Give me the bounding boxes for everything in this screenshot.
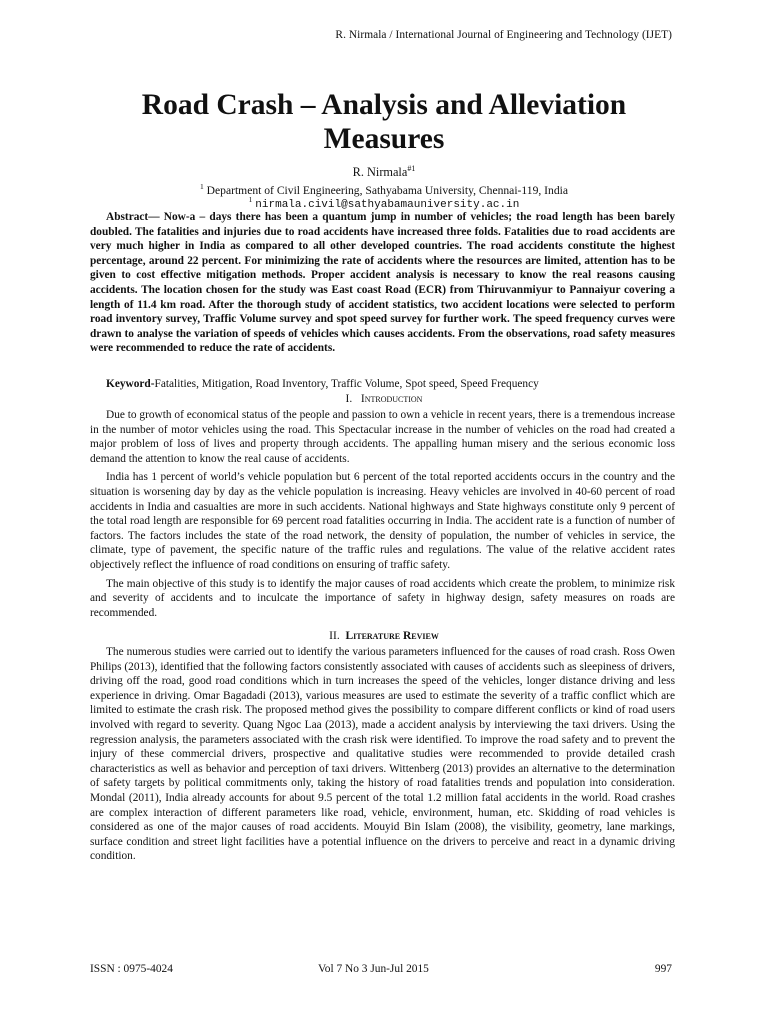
email-text: nirmala.civil@sathyabamauniversity.ac.in [255, 198, 520, 211]
paper-title [96, 88, 672, 156]
affiliation-mark: 1 [199, 182, 204, 191]
author-mark: #1 [407, 164, 416, 173]
author-email [0, 195, 768, 211]
abstract-text: Abstract— Now-a – days there has been a quantum jump in number of vehicles; the road length has been barely doubled. The fatalities and injuries due to road accidents have increased three folds. Fatalities due to road accidents are very much higher in India as compared to all other developed countries. The road accidents constitute the highest percentage, around 22 percent. For minimizing the rate of accidents where the resources are limited, attention has to be given to cost effective mitigation methods. Proper accident analysis is necessary to know the real reasons causing accidents. The location chosen for the study was East coast Road (ECR) from Thiruvanmiyur to Pannaiyur covering a length of 11.4 km road. After the thorough study of accident statistics, two accident locations were selected to perform road inventory survey, Traffic Volume survey and spot speed survey for further work. The speed frequency curves were drawn to analyse the variation of speeds of vehicles which causes accidents. From the observations, road safety measures were recommended to reduce the rate of accidents. [90, 211, 675, 355]
keywords-line [90, 377, 675, 392]
section-2-number: II. [329, 630, 340, 642]
section-heading-literature-review [0, 630, 768, 642]
author-name: R. Nirmala [352, 165, 408, 180]
footer-page-number: 997 [654, 963, 672, 975]
email-mark: 1 [248, 195, 253, 204]
keywords-label: Keyword- [106, 378, 155, 390]
paragraph: Due to growth of economical status of the people and passion to own a vehicle in recent years, there is a tremendous increase in the number of motor vehicles using the road. This Spectacular increase in the number of vehicles on the road had created a major problem of loss of lives and property through accidents. The appalling human misery and the serious economic loss demand the attention to know the real cause of accidents. [90, 409, 675, 465]
title-line-2: Measures [323, 123, 445, 155]
running-head: R. Nirmala / International Journal of Engineering and Technology (IJET) [335, 29, 672, 41]
keywords-text: Fatalities, Mitigation, Road Inventory, Traffic Volume, Spot speed, Speed Frequency [154, 378, 539, 390]
keywords [90, 377, 675, 392]
section-1-number: I. [345, 393, 353, 405]
introduction-body [90, 408, 675, 624]
section-1-title: Introduction [360, 393, 423, 405]
section-heading-introduction [0, 393, 768, 405]
literature-review-body [90, 645, 675, 868]
section-2-title: Literature Review [345, 630, 439, 642]
paragraph: The numerous studies were carried out to identify the various parameters influenced for the causes of road crash. Ross Owen Philips (2013), identified that the following factors consistently associated with causes of accidents such as sleepiness of drivers, driving off the road, good road conditions which in turn increases the speed of the vehicles, longer distance driving and less experience in driving. Omar Bagadadi (2013), various measures are used to estimate the severity of a traffic conflict which are limited to estimate the crash risk. The proposed method gives the possibility to compare different conflicts or kind of road users involved with regard to severity. Quang Ngoc Laa (2013), made a accident analysis by interviewing the taxi drivers. Using the regression analysis, the parameters associated with the crash risk were identified. To improve the road safety and to prevent the injury of these commercial drivers, prospective and qualitative studies were recommended to provide detailed crash characteristics as well as behavior and perception of taxi drivers. Wittenberg (2013) provides an alternative to the determination of safety targets by political commitments only, taking the history of road fatalities trends and population into consideration. Mondal (2011), India already accounts for about 9.5 percent of the total 1.2 million fatal accidents in the world. Road crashes are complex interaction of different parameters like road, vehicle, environment, human, etc. Skidding of road vehicles is considered as one of the major causes of road accidents. Mouyid Bin Islam (2008), the visibility, geometry, lane markings, surface condition and street light facilities have a potential influence on the drivers to perceive and react in a dynamic driving condition. [90, 646, 675, 863]
title-line-1: Road Crash – Analysis and Alleviation [141, 89, 627, 121]
paragraph: India has 1 percent of world’s vehicle population but 6 percent of the total reported accidents occurs in the country and the situation is worsening day by day as the vehicle population is increasing. Heavy vehicles are involved in 40-60 percent of road accidents in India and casualties are more in such accidents. National highways and State highways constitute only 9 percent of the total road length are responsible for 69 percent road fatalities occurring in India. The accident rate is a function of number of factors. The factors includes the state of the road network, the density of population, the number of vehicles in service, the climate, type of pavement, the specific nature of the traffic rules and regulations. The value of the relative accident rates objectively reflect the influence of road conditions on ensuring of traffic safety. [90, 471, 675, 571]
affiliation-text: Department of Civil Engineering, Sathyabama University, Chennai-119, India [206, 183, 568, 197]
author-line [0, 164, 768, 180]
abstract [90, 210, 675, 356]
footer-volume: Vol 7 No 3 Jun-Jul 2015 [318, 963, 429, 975]
paragraph: The main objective of this study is to identify the major causes of road accidents which create the problem, to minimize risk and severity of accidents and to inculcate the importance of safety in highway design, safety measures on roads are recommended. [90, 577, 675, 619]
footer-issn: ISSN : 0975-4024 [90, 963, 173, 975]
